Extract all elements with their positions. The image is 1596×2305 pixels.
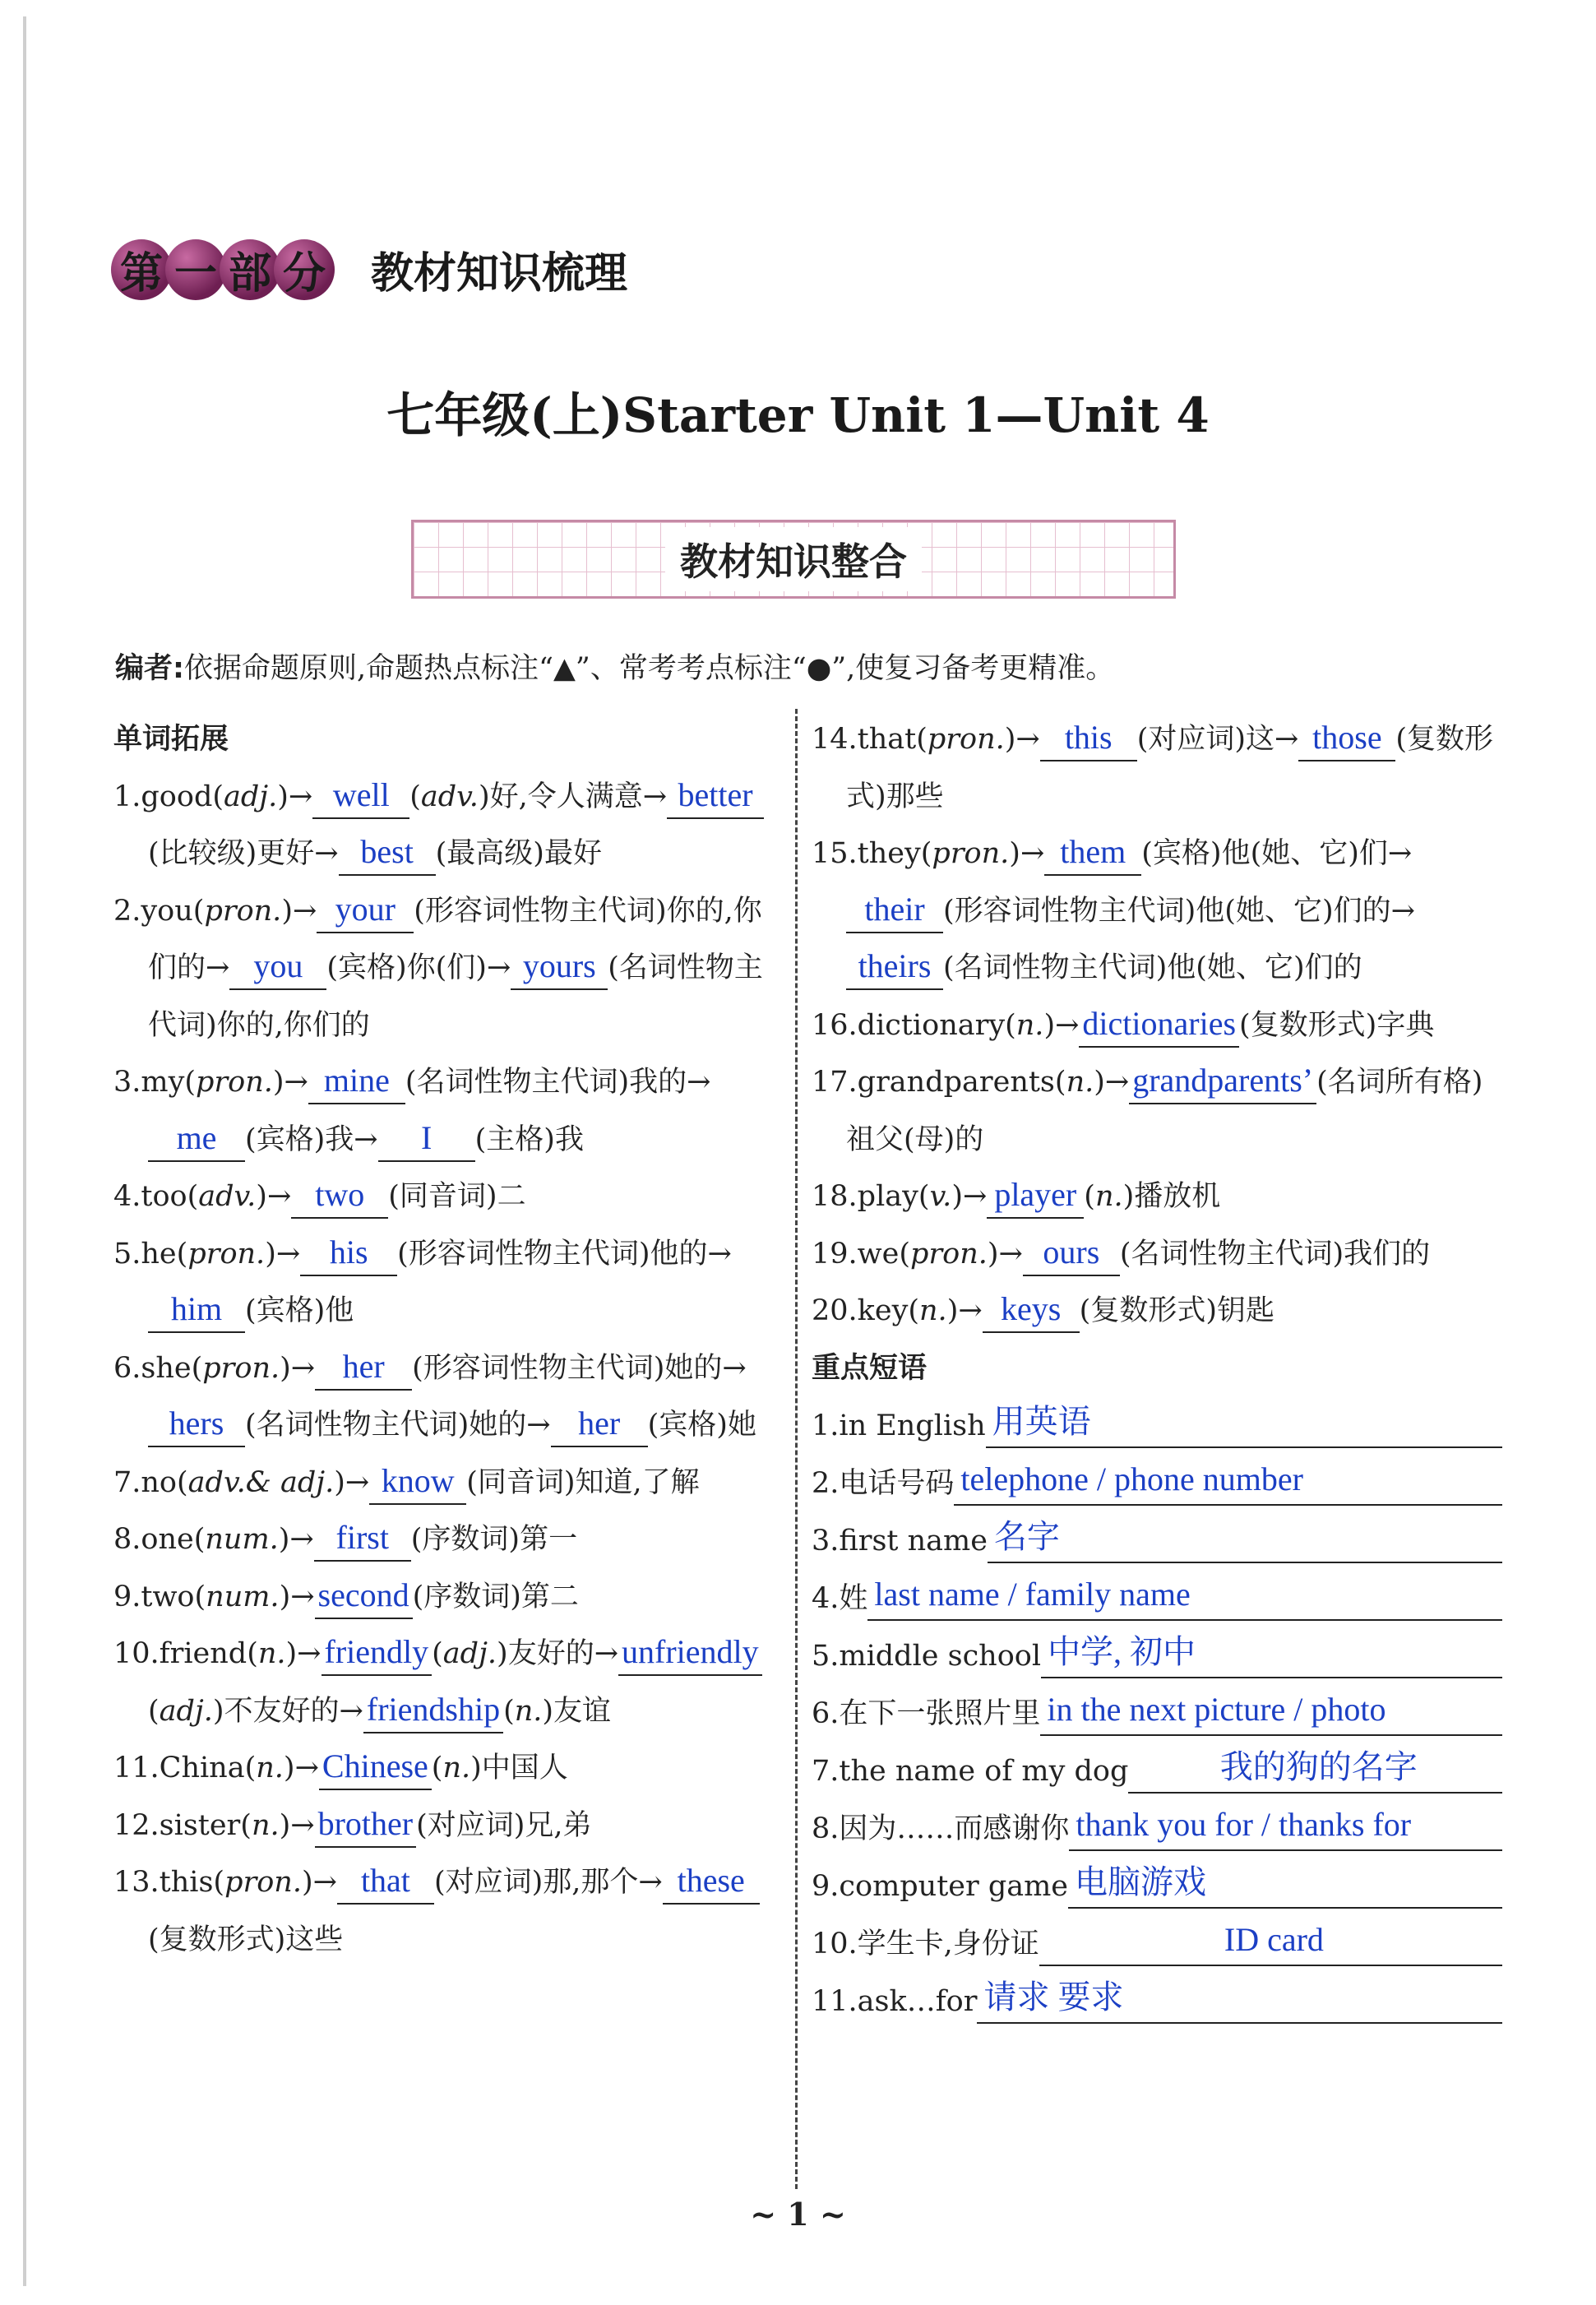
- part-char: 一: [165, 239, 226, 300]
- answer-blank: theirs: [846, 944, 943, 990]
- phrase-answer: 请求 要求: [977, 1973, 1502, 2024]
- phrase-item: 5.middle school 中学, 初中: [812, 1627, 1502, 1685]
- vocab-item: 1.good(adj.)→ well (adv.)好,令人满意→ better(比较级)更好→ best (最高级)最好: [113, 769, 784, 883]
- vocab-item: 17.grandparents(n.)→ grandparents’ (名词所有格)祖父(母)的: [812, 1054, 1502, 1169]
- answer-blank: player: [987, 1173, 1084, 1219]
- answer-blank: me: [148, 1116, 245, 1162]
- column-divider: [795, 709, 798, 2189]
- phrase-answer: ID card: [1039, 1915, 1502, 1966]
- part-title: 教材知识梳理: [371, 249, 628, 299]
- answer-blank: hers: [148, 1401, 245, 1447]
- left-column: [113, 711, 784, 1969]
- answer-blank: friendship: [363, 1687, 503, 1733]
- answer-blank: this: [1040, 715, 1137, 761]
- answer-blank: that: [337, 1858, 434, 1905]
- phrase-item: 4.姓 last name / family name: [812, 1570, 1502, 1627]
- answer-blank: Chinese: [319, 1744, 432, 1790]
- phrase-answer: 名字: [988, 1512, 1502, 1563]
- answer-blank: first: [314, 1516, 411, 1562]
- vocab-item: 6.she(pron.)→ her (形容词性物主代词)她的→hers (名词性物主代词)她的→ her (宾格)她: [113, 1340, 784, 1455]
- phrase-item: 8.因为……而感谢你 thank you for / thanks for: [812, 1800, 1502, 1858]
- vocab-item: 16.dictionary(n.)→ dictionaries (复数形式)字典: [812, 997, 1502, 1055]
- vocab-item: 7.no(adv.& adj.)→ know (同音词)知道,了解: [113, 1455, 784, 1512]
- phrase-answer: thank you for / thanks for: [1069, 1800, 1502, 1851]
- page-spine: [23, 16, 26, 2286]
- answer-blank: friendly: [322, 1630, 433, 1676]
- answer-blank: best: [339, 830, 436, 876]
- part-char: 部: [220, 239, 280, 300]
- right-column: [812, 711, 1502, 2030]
- vocab-item: 10.friend(n.)→ friendly (adj.)友好的→ unfriendly(adj.)不友好的→ friendship (n.)友谊: [113, 1626, 784, 1740]
- answer-blank: them: [1044, 830, 1141, 876]
- phrases-heading: 重点短语: [812, 1351, 928, 1385]
- phrase-item: 11.ask…for 请求 要求: [812, 1973, 1502, 2030]
- answer-blank: him: [148, 1287, 245, 1333]
- answer-blank: two: [291, 1173, 388, 1219]
- vocab-item: 14.that(pron.)→ this (对应词)这→ those (复数形式)那些: [812, 711, 1502, 826]
- editor-note: [115, 646, 1114, 687]
- vocab-item: 18.play(v.)→ player (n.)播放机: [812, 1169, 1502, 1226]
- answer-blank: unfriendly: [618, 1630, 762, 1676]
- answer-blank: yours: [511, 944, 608, 990]
- phrase-answer: 用英语: [986, 1397, 1502, 1448]
- phrase-answer: 中学, 初中: [1041, 1627, 1502, 1678]
- phrase-answer: in the next picture / photo: [1040, 1685, 1502, 1736]
- vocab-item: 9.two(num.)→ second (序数词)第二: [113, 1569, 784, 1627]
- answer-blank: second: [315, 1573, 413, 1619]
- section-title: 教材知识整合: [665, 527, 922, 591]
- answer-blank: you: [229, 944, 326, 990]
- phrase-item: 1.in English 用英语: [812, 1397, 1502, 1455]
- answer-blank: well: [312, 773, 409, 819]
- vocab-item: 2.you(pron.)→ your (形容词性物主代词)你的,你们的→ you (宾格)你(们)→ yours (名词性物主代词)你的,你们的: [113, 883, 784, 1055]
- answer-blank: their: [846, 887, 943, 933]
- vocab-item: 12.sister(n.)→ brother (对应词)兄,弟: [113, 1798, 784, 1855]
- answer-blank: his: [300, 1230, 397, 1276]
- page-number: ~ 1 ~: [750, 2196, 846, 2233]
- part-header: [111, 238, 627, 300]
- answer-blank: her: [551, 1401, 648, 1447]
- answer-blank: know: [369, 1459, 466, 1505]
- answer-blank: your: [317, 887, 414, 933]
- answer-blank: brother: [315, 1802, 417, 1848]
- phrase-item: 2.电话号码 telephone / phone number: [812, 1455, 1502, 1512]
- phrase-answer: 我的狗的名字: [1128, 1743, 1502, 1794]
- vocab-item: 19.we(pron.)→ ours (名词性物主代词)我们的: [812, 1226, 1502, 1284]
- phrase-item: 6.在下一张照片里 in the next picture / photo: [812, 1685, 1502, 1743]
- answer-blank: these: [663, 1858, 760, 1905]
- unit-title: 七年级(上)Starter Unit 1—Unit 4: [386, 387, 1210, 443]
- answer-blank: keys: [983, 1287, 1080, 1333]
- vocab-item: 8.one(num.)→ first (序数词)第一: [113, 1511, 784, 1569]
- vocab-item: 3.my(pron.)→ mine (名词性物主代词)我的→me (宾格)我→ I (主格)我: [113, 1054, 784, 1169]
- phrase-item: 7.the name of my dog 我的狗的名字: [812, 1743, 1502, 1800]
- vocab-item: 5.he(pron.)→ his (形容词性物主代词)他的→him (宾格)他: [113, 1226, 784, 1340]
- vocab-item: 4.too(adv.)→ two (同音词)二: [113, 1169, 784, 1226]
- phrase-item: 3.first name 名字: [812, 1512, 1502, 1570]
- editor-note-text: 依据命题原则,命题热点标注“▲”、常考考点标注“●”,使复习备考更精准。: [184, 652, 1115, 685]
- answer-blank: ours: [1023, 1230, 1120, 1276]
- editor-note-label: 编者:: [115, 652, 184, 685]
- part-char: 第: [111, 239, 172, 300]
- answer-blank: grandparents’: [1129, 1058, 1316, 1104]
- section-title-box: [411, 520, 1176, 599]
- answer-blank: dictionaries: [1079, 1002, 1239, 1048]
- answer-blank: mine: [308, 1058, 405, 1104]
- phrase-answer: 电脑游戏: [1068, 1858, 1502, 1909]
- vocab-item: 13.this(pron.)→ that (对应词)那,那个→ these(复数形式)这些: [113, 1854, 784, 1969]
- phrase-answer: telephone / phone number: [954, 1455, 1502, 1506]
- part-char: 分: [274, 239, 335, 300]
- phrase-item: 9.computer game 电脑游戏: [812, 1858, 1502, 1915]
- vocab-item: 11.China(n.)→ Chinese (n.)中国人: [113, 1740, 784, 1798]
- answer-blank: better: [667, 773, 764, 819]
- vocab-item: 15.they(pron.)→ them (宾格)他(她、它)们→their (形容词性物主代词)他(她、它)们的→theirs (名词性物主代词)他(她、它)们的: [812, 826, 1502, 997]
- answer-blank: her: [315, 1345, 412, 1391]
- vocab-item: 20.key(n.)→ keys (复数形式)钥匙: [812, 1283, 1502, 1340]
- vocab-heading: 单词拓展: [113, 723, 229, 756]
- phrase-item: 10.学生卡,身份证 ID card: [812, 1915, 1502, 1973]
- answer-blank: I: [378, 1116, 475, 1162]
- phrase-answer: last name / family name: [867, 1570, 1502, 1621]
- answer-blank: those: [1298, 715, 1395, 761]
